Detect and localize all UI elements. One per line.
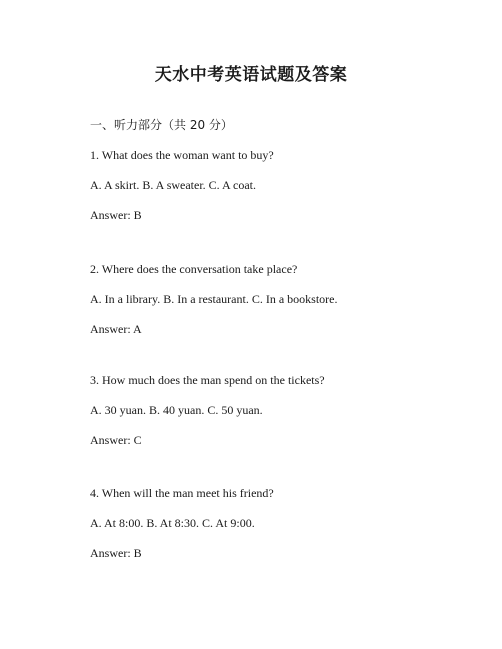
question-answer: Answer: B [90,208,142,222]
question-options: A. In a library. B. In a restaurant. C. In a bookstore. [90,292,338,306]
question-answer: Answer: C [90,433,142,447]
question-options: A. 30 yuan. B. 40 yuan. C. 50 yuan. [90,403,263,417]
question-answer: Answer: B [90,546,142,560]
question-text: 1. What does the woman want to buy? [90,148,274,162]
question-block [90,373,490,447]
page-title: 天水中考英语试题及答案 [154,65,348,85]
question-text: 4. When will the man meet his friend? [90,486,274,500]
question-text: 2. Where does the conversation take place? [90,262,298,276]
section-heading: 一、听力部分（共 20 分） [90,118,233,132]
question-block [90,148,490,222]
question-block [90,262,490,336]
question-text: 3. How much does the man spend on the tickets? [90,373,325,387]
question-answer: Answer: A [90,322,142,336]
question-block [90,486,490,560]
question-options: A. A skirt. B. A sweater. C. A coat. [90,178,257,192]
question-options: A. At 8:00. B. At 8:30. C. At 9:00. [90,516,255,530]
